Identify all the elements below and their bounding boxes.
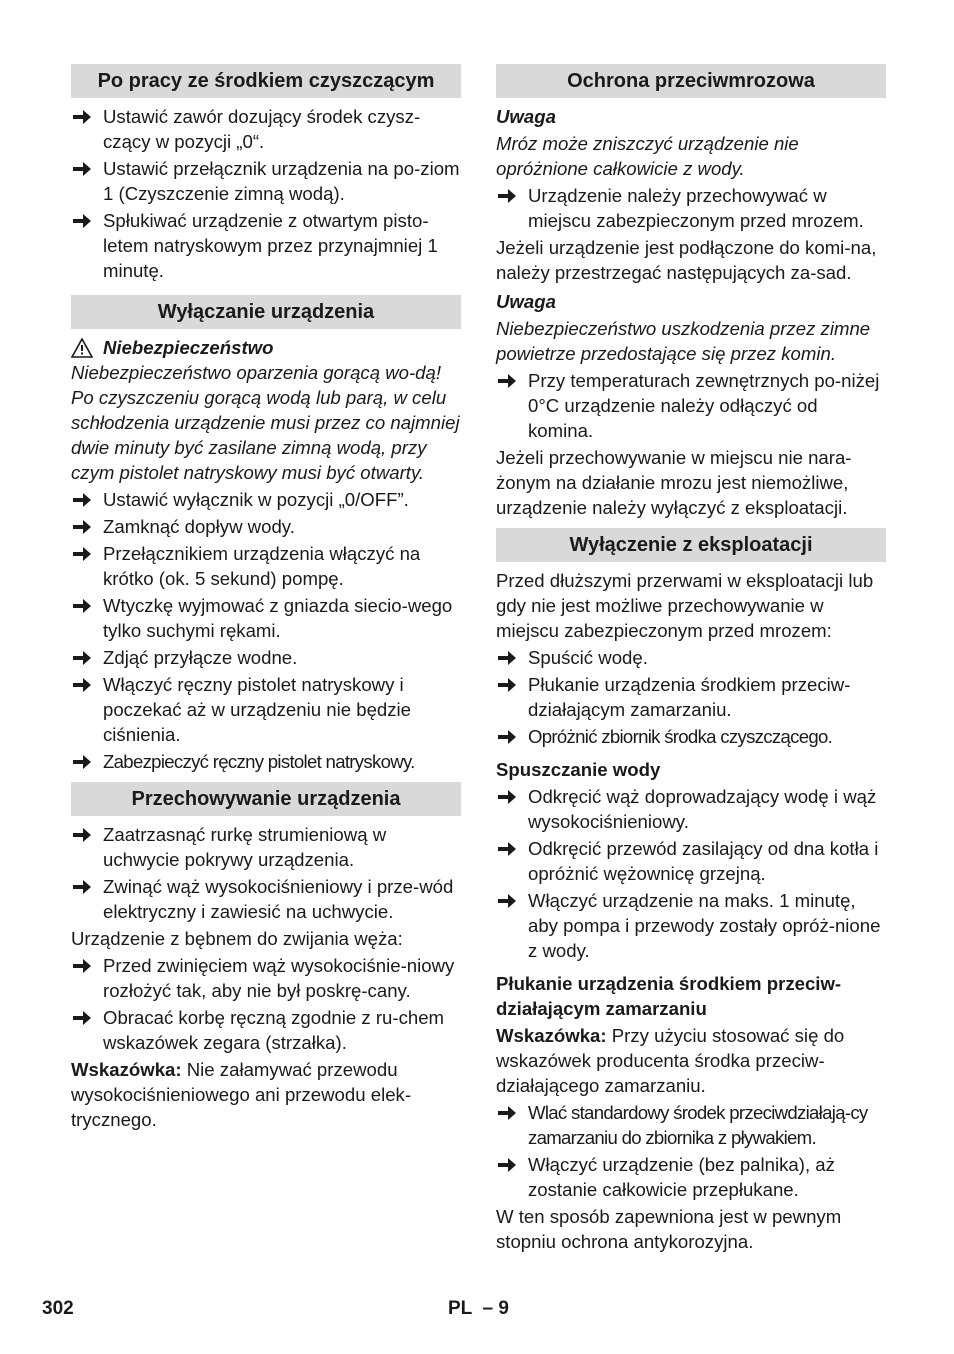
arrow-right-icon bbox=[498, 730, 516, 744]
list-item: Włączyć urządzenie (bez palnika), aż zostanie całkowicie przepłukane. bbox=[496, 1152, 886, 1202]
list-item: Zabezpieczyć ręczny pistolet natryskowy. bbox=[71, 749, 461, 774]
list-item: Obracać korbę ręczną zgodnie z ru-chem wskazówek zegara (strzałka). bbox=[71, 1005, 461, 1055]
arrow-right-icon bbox=[73, 755, 91, 769]
section-title: Wyłączenie z eksploatacji bbox=[496, 528, 886, 562]
list-item: Przed zwinięciem wąż wysokociśnie-niowy rozłożyć tak, aby nie był poskrę-cany. bbox=[71, 953, 461, 1003]
warning-heading bbox=[71, 335, 461, 360]
list-item: Odkręcić przewód zasilający od dna kotła i opróżnić wężownicę grzejną. bbox=[496, 836, 886, 886]
section-title: Po pracy ze środkiem czyszczącym bbox=[71, 64, 461, 98]
list-item: Ustawić przełącznik urządzenia na po-ziom 1 (Czyszczenie zimną wodą). bbox=[71, 156, 461, 206]
section-title: Wyłączanie urządzenia bbox=[71, 295, 461, 329]
arrow-right-icon bbox=[73, 214, 91, 228]
language-page-label: PL – 9 bbox=[448, 1298, 509, 1319]
list-item: Urządzenie należy przechowywać w miejscu zabezpieczonym przed mrozem. bbox=[496, 183, 886, 233]
arrow-right-icon bbox=[498, 894, 516, 908]
arrow-right-icon bbox=[73, 1011, 91, 1025]
list-item: Przełącznikiem urządzenia włączyć na krótko (ok. 5 sekund) pompę. bbox=[71, 541, 461, 591]
arrow-right-icon bbox=[73, 547, 91, 561]
arrow-right-icon bbox=[73, 959, 91, 973]
list-item: Włączyć urządzenie na maks. 1 minutę, aby pompa i przewody zostały opróż-nione z wody. bbox=[496, 888, 886, 963]
list-item: Ustawić zawór dozujący środek czysz-czący w pozycji „0“. bbox=[71, 104, 461, 154]
list-item: Płukanie urządzenia środkiem przeciw-działającym zamarzaniu. bbox=[496, 672, 886, 722]
arrow-right-icon bbox=[498, 678, 516, 692]
arrow-right-icon bbox=[73, 599, 91, 613]
hint-label: Wskazówka: bbox=[496, 1025, 607, 1046]
page-number: 302 bbox=[42, 1298, 74, 1319]
list-item: Spuścić wodę. bbox=[496, 645, 886, 670]
list-item: Spłukiwać urządzenie z otwartym pisto-letem natryskowym przez przynajmniej 1 minutę. bbox=[71, 208, 461, 283]
section-title: Ochrona przeciwmrozowa bbox=[496, 64, 886, 98]
arrow-right-icon bbox=[498, 842, 516, 856]
arrow-right-icon bbox=[498, 1106, 516, 1120]
arrow-right-icon bbox=[73, 520, 91, 534]
section-title: Przechowywanie urządzenia bbox=[71, 782, 461, 816]
list-item: Włączyć ręczny pistolet natryskowy i poczekać aż w urządzeniu nie będzie ciśnienia. bbox=[71, 672, 461, 747]
left-column bbox=[71, 64, 461, 1134]
arrow-right-icon bbox=[73, 110, 91, 124]
list-item: Odkręcić wąż doprowadzający wodę i wąż wysokociśnieniowy. bbox=[496, 784, 886, 834]
hint-text: Przy użyciu stosować się do wskazówek producenta środka przeciw-działającego zamarzaniu. bbox=[496, 1025, 845, 1096]
paragraph: Jeżeli przechowywanie w miejscu nie nara-żonym na działanie mrozu jest niemożliwe, urządzenie należy wyłączyć z eksploatacji. bbox=[496, 447, 852, 518]
arrow-right-icon bbox=[73, 493, 91, 507]
note-label: Uwaga bbox=[496, 291, 556, 312]
paragraph: Przed dłuższymi przerwami w eksploatacji lub gdy nie jest możliwe przechowywanie w miejscu zabezpieczonym przed mrozem: bbox=[496, 570, 874, 641]
subheading: Płukanie urządzenia środkiem przeciw-działającym zamarzaniu bbox=[496, 973, 842, 1019]
arrow-right-icon bbox=[498, 790, 516, 804]
arrow-right-icon bbox=[73, 880, 91, 894]
arrow-right-icon bbox=[498, 189, 516, 203]
list-item: Wtyczkę wyjmować z gniazda siecio-wego tylko suchymi rękami. bbox=[71, 593, 461, 643]
list-item: Zdjąć przyłącze wodne. bbox=[71, 645, 461, 670]
list-item: Opróżnić zbiornik środka czyszczącego. bbox=[496, 724, 886, 749]
list-item: Wlać standardowy środek przeciwdziałają-cy zamarzaniu do zbiornika z pływakiem. bbox=[496, 1100, 886, 1150]
list-item: Ustawić wyłącznik w pozycji „0/OFF”. bbox=[71, 487, 461, 512]
arrow-right-icon bbox=[73, 162, 91, 176]
arrow-right-icon bbox=[498, 1158, 516, 1172]
subheading: Spuszczanie wody bbox=[496, 759, 661, 780]
list-item: Zamknąć dopływ wody. bbox=[71, 514, 461, 539]
hint-paragraph bbox=[496, 1023, 886, 1098]
paragraph: Urządzenie z bębnem do zwijania węża: bbox=[71, 928, 403, 949]
arrow-right-icon bbox=[73, 828, 91, 842]
list-item: Zaatrzasnąć rurkę strumieniową w uchwycie pokrywy urządzenia. bbox=[71, 822, 461, 872]
list-item: Przy temperaturach zewnętrznych po-niżej 0°C urządzenie należy odłączyć od komina. bbox=[496, 368, 886, 443]
arrow-right-icon bbox=[73, 651, 91, 665]
list-item: Zwinąć wąż wysokociśnieniowy i prze-wód elektryczny i zawiesić na uchwycie. bbox=[71, 874, 461, 924]
arrow-right-icon bbox=[498, 651, 516, 665]
right-column bbox=[496, 64, 886, 1256]
arrow-right-icon bbox=[498, 374, 516, 388]
note-text: Niebezpieczeństwo uszkodzenia przez zimne powietrze przedostające się przez komin. bbox=[496, 318, 871, 364]
warning-label: Niebezpieczeństwo bbox=[103, 337, 274, 358]
note-text: Mróz może zniszczyć urządzenie nie opróżnione całkowicie z wody. bbox=[496, 133, 799, 179]
hint-paragraph bbox=[71, 1057, 461, 1132]
arrow-right-icon bbox=[73, 678, 91, 692]
hint-text: Nie załamywać przewodu wysokociśnieniowego ani przewodu elek-trycznego. bbox=[71, 1059, 412, 1130]
warning-triangle-icon bbox=[71, 338, 93, 358]
paragraph: W ten sposób zapewniona jest w pewnym stopniu ochrona antykorozyjna. bbox=[496, 1206, 842, 1252]
warning-text: Niebezpieczeństwo oparzenia gorącą wo-dą! Po czyszczeniu gorącą wodą lub parą, w celu schłodzenia urządzenie musi przez co najmniej dwie minuty być zasilane zimną wodą, przy czym pistolet natryskowy musi być otwarty. bbox=[71, 362, 460, 483]
paragraph: Jeżeli urządzenie jest podłączone do komi-na, należy przestrzegać następujących za-sad. bbox=[496, 237, 877, 283]
note-label: Uwaga bbox=[496, 106, 556, 127]
hint-label: Wskazówka: bbox=[71, 1059, 182, 1080]
